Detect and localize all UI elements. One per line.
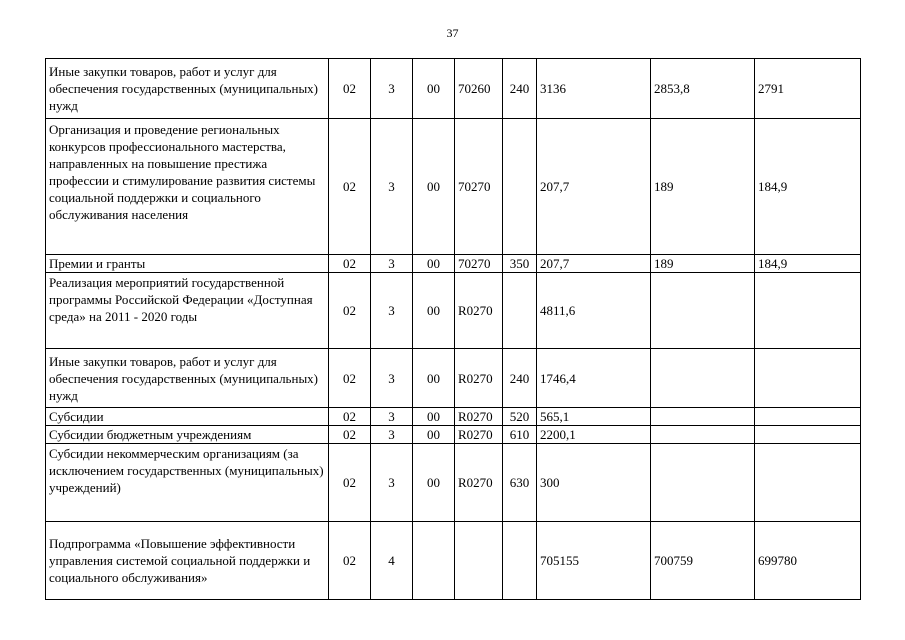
cell-v3 — [755, 426, 861, 444]
cell-c1: 02 — [329, 119, 371, 255]
cell-c2: 3 — [371, 59, 413, 119]
cell-c4: 70270 — [455, 119, 503, 255]
cell-c5: 240 — [503, 59, 537, 119]
cell-c4 — [455, 522, 503, 600]
cell-c4: R0270 — [455, 426, 503, 444]
table-row — [46, 408, 861, 426]
cell-c4: R0270 — [455, 349, 503, 408]
cell-c3: 00 — [413, 349, 455, 408]
cell-c5 — [503, 273, 537, 349]
cell-v1: 3136 — [537, 59, 651, 119]
cell-v2 — [651, 408, 755, 426]
cell-c3: 00 — [413, 59, 455, 119]
budget-table — [45, 58, 861, 600]
cell-v1: 705155 — [537, 522, 651, 600]
cell-c1: 02 — [329, 349, 371, 408]
cell-c4: 70260 — [455, 59, 503, 119]
row-name: Субсидии — [46, 408, 329, 426]
cell-c2: 4 — [371, 522, 413, 600]
cell-c2: 3 — [371, 426, 413, 444]
cell-c2: 3 — [371, 255, 413, 273]
cell-c4: 70270 — [455, 255, 503, 273]
cell-c1: 02 — [329, 59, 371, 119]
table-row — [46, 426, 861, 444]
cell-c5 — [503, 522, 537, 600]
cell-c2: 3 — [371, 273, 413, 349]
cell-v2 — [651, 444, 755, 522]
row-name: Субсидии бюджетным учреждениям — [46, 426, 329, 444]
table-row — [46, 522, 861, 600]
cell-c3: 00 — [413, 255, 455, 273]
table-row — [46, 119, 861, 255]
cell-v3: 184,9 — [755, 119, 861, 255]
cell-c3: 00 — [413, 273, 455, 349]
cell-c5 — [503, 119, 537, 255]
cell-c1: 02 — [329, 255, 371, 273]
cell-v3 — [755, 273, 861, 349]
cell-v2 — [651, 349, 755, 408]
row-name: Иные закупки товаров, работ и услуг для обеспечения государственных (муниципальных) нужд — [46, 349, 329, 408]
row-name: Премии и гранты — [46, 255, 329, 273]
cell-c4: R0270 — [455, 408, 503, 426]
cell-v3: 699780 — [755, 522, 861, 600]
cell-c1: 02 — [329, 426, 371, 444]
cell-v3 — [755, 349, 861, 408]
cell-c5: 520 — [503, 408, 537, 426]
page-number: 37 — [446, 26, 459, 40]
cell-c5: 630 — [503, 444, 537, 522]
cell-v2: 700759 — [651, 522, 755, 600]
cell-c3: 00 — [413, 426, 455, 444]
cell-v2: 189 — [651, 255, 755, 273]
row-name: Подпрограмма «Повышение эффективности управления системой социальной поддержки и социального обслуживания» — [46, 522, 329, 600]
cell-c2: 3 — [371, 444, 413, 522]
cell-v1: 207,7 — [537, 119, 651, 255]
cell-c5: 610 — [503, 426, 537, 444]
cell-v2: 189 — [651, 119, 755, 255]
table-row — [46, 273, 861, 349]
cell-v2: 2853,8 — [651, 59, 755, 119]
cell-c1: 02 — [329, 273, 371, 349]
cell-c4: R0270 — [455, 444, 503, 522]
cell-v3 — [755, 408, 861, 426]
cell-v1: 1746,4 — [537, 349, 651, 408]
cell-v1: 300 — [537, 444, 651, 522]
cell-v3: 2791 — [755, 59, 861, 119]
cell-c3 — [413, 522, 455, 600]
cell-c3: 00 — [413, 444, 455, 522]
cell-v1: 2200,1 — [537, 426, 651, 444]
cell-c1: 02 — [329, 522, 371, 600]
table-row — [46, 349, 861, 408]
cell-v2 — [651, 273, 755, 349]
cell-c2: 3 — [371, 349, 413, 408]
row-name: Иные закупки товаров, работ и услуг для обеспечения государственных (муниципальных) нужд — [46, 59, 329, 119]
table-row — [46, 59, 861, 119]
cell-c3: 00 — [413, 408, 455, 426]
cell-c1: 02 — [329, 444, 371, 522]
cell-v1: 207,7 — [537, 255, 651, 273]
cell-v1: 4811,6 — [537, 273, 651, 349]
row-name: Субсидии некоммерческим организациям (за исключением государственных (муниципальных) учреждений) — [46, 444, 329, 522]
cell-v2 — [651, 426, 755, 444]
table-row — [46, 444, 861, 522]
row-name: Организация и проведение региональных конкурсов профессионального мастерства, направленных на повышение престижа профессии и стимулирование развития системы социальной поддержки и социального обслуживания населения — [46, 119, 329, 255]
table-row — [46, 255, 861, 273]
cell-v3: 184,9 — [755, 255, 861, 273]
cell-c2: 3 — [371, 119, 413, 255]
cell-c1: 02 — [329, 408, 371, 426]
cell-c5: 240 — [503, 349, 537, 408]
cell-c4: R0270 — [455, 273, 503, 349]
cell-c2: 3 — [371, 408, 413, 426]
cell-c5: 350 — [503, 255, 537, 273]
row-name: Реализация мероприятий государственной программы Российской Федерации «Доступная среда» на 2011 - 2020 годы — [46, 273, 329, 349]
cell-c3: 00 — [413, 119, 455, 255]
cell-v1: 565,1 — [537, 408, 651, 426]
cell-v3 — [755, 444, 861, 522]
